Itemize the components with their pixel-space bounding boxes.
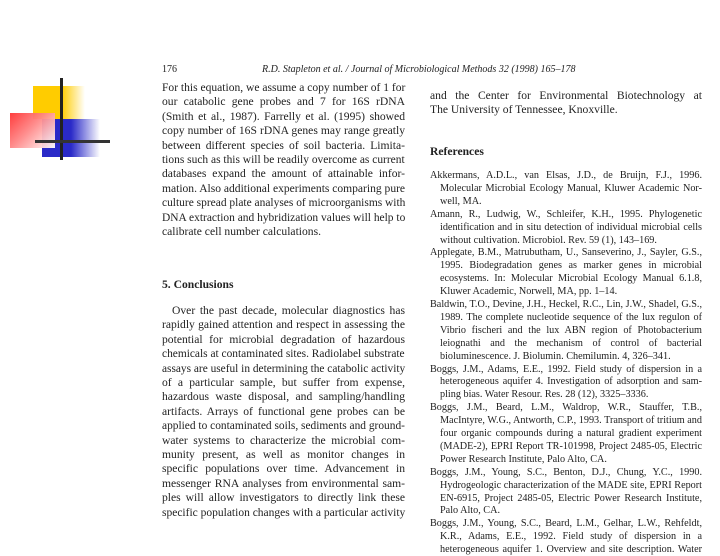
body-text-line: our catabolic gene probes and 7 for 16S rDNA — [162, 95, 405, 109]
reference-line: heterogeneous aquifer 4. Investigation of adsorption and sam- — [440, 376, 702, 388]
reference-line: Akkermans, A.D.L., van Elsas, J.D., de Bruijn, F.J., 1996. — [430, 170, 702, 181]
body-text-line: ples will allow investigators to directly link these — [162, 491, 405, 505]
body-text-line: potential for microbial degradation of hazardous — [162, 332, 405, 346]
body-text-line: (Smith et al., 1987). Farrelly et al. (1995) showed — [162, 109, 405, 123]
body-text-line: messenger RNA analyses from environmental sam- — [162, 476, 405, 490]
body-text-line: chemicals at contaminated sites. Radiolabel substrate — [162, 347, 405, 361]
reference-line: (MADE-2), EPRI Report TR-101998, Project 2485-05, Electric — [440, 440, 702, 452]
reference-line: K.R., Adams, E.E., 1992. Field study of dispersion in a — [440, 531, 702, 543]
body-text-line: rapidly gained attention and respect in assessing the — [162, 318, 405, 332]
body-text-line: databases expand the amount of attainable infor- — [162, 167, 405, 181]
references-heading: References — [430, 145, 484, 158]
section-heading: 5. Conclusions — [162, 278, 234, 291]
body-text-line: specific population changes with a particular activity — [162, 505, 406, 519]
reference-line: MacIntyre, W.G., Antworth, C.P., 1993. Transport of tritium and — [440, 415, 702, 427]
decor-horizontal-line — [35, 140, 110, 143]
body-text-line: of a particular sample, but suffer from expense, — [162, 376, 405, 389]
body-text-line: assays are useful in determining the catabolic activity — [162, 361, 406, 375]
running-title: R.D. Stapleton et al. / Journal of Microbiological Methods 32 (1998) 165–178 — [262, 64, 576, 75]
body-text-line: munity present, as well as monitor changes in — [162, 448, 405, 461]
body-text-line: and the Center for Environmental Biotechnology at — [430, 89, 702, 102]
body-text-line: For this equation, we assume a copy number of 1 for — [162, 81, 406, 94]
body-text-line: copy number of 16S rDNA genes may range greatly — [162, 124, 405, 138]
body-text-line: mation. Also additional experiments comparing pure — [162, 181, 406, 195]
body-text-line: specific populations over time. Advancement in — [162, 462, 405, 476]
body-text-line: DNA extraction and hybridization values will help to — [162, 210, 406, 224]
reference-line: Boggs, J.M., Adams, E.E., 1992. Field study of dispersion in a — [430, 363, 702, 375]
reference-line: ecosystems. In: Molecular Microbial Ecology Manual 6.1.8, — [440, 273, 702, 285]
body-text-line: Over the past decade, molecular diagnostics has — [172, 304, 405, 317]
reference-line: Boggs, J.M., Beard, L.M., Waldrop, W.R., Stauffer, T.B., — [430, 402, 702, 414]
reference-line: Vibrio fischeri and the lux ABN region of Photobacterium — [440, 324, 702, 336]
reference-line: Palo Alto, CA. — [440, 505, 501, 517]
reference-line: Kluwer Academic, Norwell, MA, pp. 1–14. — [440, 286, 618, 298]
reference-line: pling bias. Water Resour. Res. 28 (12), 3325–3336. — [440, 389, 649, 401]
reference-line: Amann, R., Ludwig, W., Schleifer, K.H., 1995. Phylogenetic — [430, 208, 702, 220]
body-text-line: water systems to characterize the microbial com- — [162, 433, 405, 447]
reference-line: 1989. The complete nucleotide sequence of the lux regulon of — [440, 311, 702, 323]
reference-line: Power Research Institute, Palo Alto, CA. — [440, 453, 607, 465]
body-text-line: applied to contaminated soils, sediments and ground- — [162, 419, 405, 433]
reference-line: Molecular Microbial Ecology Manual, Kluwer Academic Nor- — [440, 182, 702, 194]
reference-line: Boggs, J.M., Young, S.C., Beard, L.M., Gelhar, L.W., Rehfeldt, — [430, 518, 702, 530]
reference-line: leiognathi and the mechanism of control of bacterial — [440, 337, 702, 349]
text-area — [150, 60, 710, 556]
reference-line: Applegate, B.M., Matrubutham, U., Sanseverino, J., Sayler, G.S., — [430, 247, 702, 259]
decor-vertical-line — [60, 78, 63, 160]
reference-line: bioluminescence. J. Biolumin. Chemilumin. 4, 326–341. — [440, 350, 671, 362]
reference-line: Baldwin, T.O., Devine, J.H., Heckel, R.C., Lin, J.W., Shadel, G.S., — [430, 299, 702, 310]
reference-line: Boggs, J.M., Young, S.C., Benton, D.J., Chung, Y.C., 1990. — [430, 466, 702, 478]
body-text-line: tions such as this will be readily overcome as current — [162, 153, 405, 166]
body-text-line: hazardous waste disposal, and sampling/handling — [162, 390, 405, 404]
reference-line: EN-6915, Project 2485-05, Electric Power Research Institute, — [440, 492, 702, 504]
reference-line: identification and in situ detection of individual microbial cells — [440, 221, 702, 233]
body-text-line: between different species of soil bacteria. Limita- — [162, 138, 405, 152]
reference-line: 1995. Biodegradation genes as marker genes in microbial — [440, 260, 702, 272]
body-text-line: culture spread plate analyses of microorganisms with — [162, 196, 406, 210]
page-number: 176 — [162, 64, 177, 75]
body-text-line: The University of Tennessee, Knoxville. — [430, 103, 618, 117]
reference-line: heterogeneous aquifer 1. Overview and site description. Water — [440, 544, 702, 556]
reference-line: well, MA. — [440, 195, 482, 207]
body-text-line: calibrate cell number calculations. — [162, 225, 322, 238]
reference-line: without cultivation. Microbiol. Rev. 59 (1), 143–169. — [440, 234, 657, 246]
reference-line: four organic compounds during a natural gradient experiment — [440, 428, 702, 439]
reference-line: Hydrogeologic characterization of the MADE site, EPRI Report — [440, 479, 702, 491]
body-text-line: artifacts. Arrays of functional gene probes can be — [162, 404, 405, 418]
